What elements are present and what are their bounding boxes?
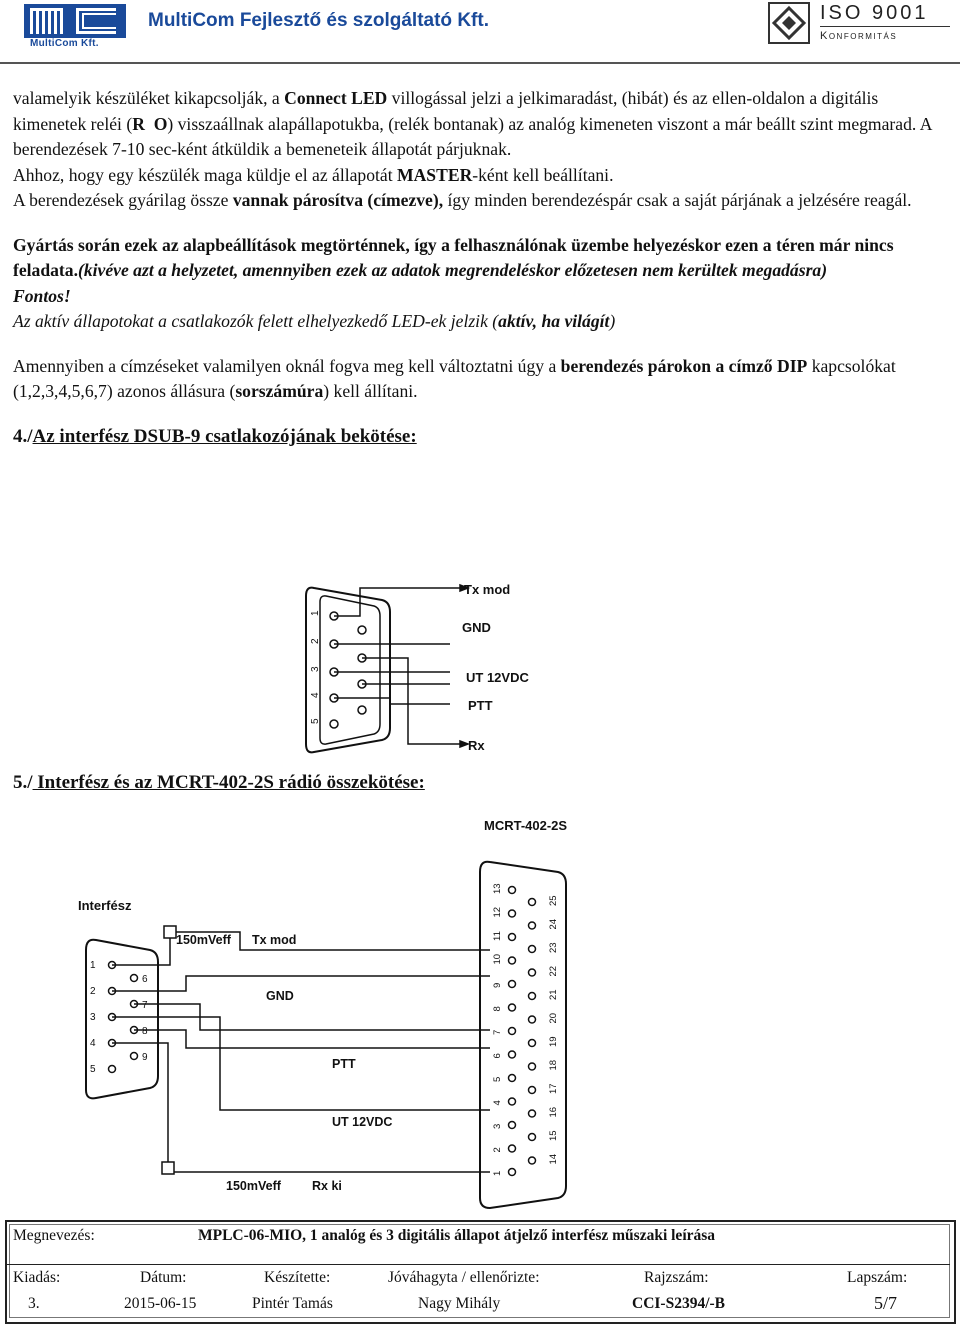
lapszam-label: Lapszám: [847, 1269, 908, 1286]
bold-text: berendezés párokon a címző DIP [560, 355, 808, 376]
veff-label-2: 150mVeff [226, 1179, 281, 1193]
lapszam-value: 5/7 [874, 1293, 898, 1313]
rx-label: Rx [468, 738, 485, 753]
heading-text: Interfész és az MCRT-402-2S rádió összekötése: [32, 772, 425, 793]
paragraph-2 [13, 163, 943, 189]
bold-italic-text: aktív, ha világít [498, 311, 610, 331]
document-body [13, 86, 943, 449]
datum-value: 2015-06-15 [124, 1295, 197, 1312]
interface-title: Interfész [78, 898, 132, 913]
bold-text: sorszámúra [235, 381, 324, 401]
db25-pin [509, 981, 516, 988]
bold-italic-text: Fontos! [13, 285, 71, 306]
page-header [0, 0, 960, 62]
italic-text: Az aktív állapotokat a csatlakozók felett elhelyezkedő LED-ek jelzik ( [13, 311, 499, 331]
ptt-label: PTT [332, 1057, 356, 1071]
section-5 [13, 770, 943, 796]
db25-pin-label: 17 [548, 1083, 559, 1094]
bold-text: R O [132, 113, 168, 134]
dsub9-wiring-diagram [300, 578, 550, 758]
db25-pin [529, 899, 536, 906]
keszitette-label: Készítette: [264, 1269, 331, 1286]
db9-pin-label: 9 [142, 1052, 148, 1063]
db25-pin-label: 12 [492, 906, 503, 918]
pin-label: 4 [310, 692, 321, 698]
text: ) visszaállnak alapállapotukba, (relék bontanak) az analóg kimeneten viszont a már beállt szint megmarad. A berendezések 7-10 sec-ként átküldik a bemeneteik állapotát párjuknak. [13, 113, 932, 159]
section-heading-5 [13, 770, 943, 796]
db25-pin-label: 8 [492, 1006, 503, 1012]
iso-subtitle: Konformitás [820, 30, 898, 42]
text: kapcsolókat (1,2,3,4,5,6,7) azonos állásura ( [13, 355, 896, 401]
bold-text: vannak párosítva (címezve), [232, 190, 444, 210]
header-rule [0, 62, 960, 64]
db25-pin-label: 3 [492, 1123, 503, 1129]
db25-pin-label: 16 [548, 1106, 559, 1118]
bold-text: MASTER [397, 164, 473, 185]
db25-pin-label: 5 [492, 1076, 503, 1082]
db25-pin [529, 1110, 536, 1117]
db25-pin-label: 10 [492, 953, 503, 965]
db25-pin [509, 887, 516, 894]
ut-12vdc-label: UT 12VDC [332, 1115, 393, 1129]
db25-pin-label: 15 [548, 1130, 559, 1141]
paragraph-4 [13, 233, 943, 284]
db25-pin [509, 1028, 516, 1035]
db25-pin-label: 24 [548, 918, 559, 930]
pin-label: 5 [310, 718, 321, 724]
db25-pin [529, 1063, 536, 1070]
text: így minden berendezéspár csak a saját párjának a jelzésére reagál. [443, 190, 912, 210]
tx-mod-label: Tx mod [464, 582, 511, 597]
text: valamelyik készüléket kikapcsolják, a [13, 88, 285, 108]
db25-pin [529, 993, 536, 1000]
megnevezes-label: Megnevezés: [13, 1227, 95, 1244]
db25-pin [529, 1157, 536, 1164]
rajzszam-label: Rajzszám: [644, 1269, 709, 1286]
db25-pin [529, 1040, 536, 1047]
datum-label: Dátum: [140, 1269, 187, 1286]
text: Ahhoz, hogy egy készülék maga küldje el az állapotát [13, 164, 397, 185]
db25-pin [529, 922, 536, 929]
footer-divider [7, 1264, 950, 1265]
logo-subtext: MultiCom Kft. [30, 38, 99, 49]
db9-pin-label: 3 [90, 1012, 96, 1023]
megnevezes-value: MPLC-06-MIO, 1 analóg és 3 digitális állapot átjelző interfész műszaki leírása [198, 1227, 716, 1244]
db25-pin [509, 934, 516, 941]
italic-text: ) [609, 311, 616, 331]
iso-divider [820, 26, 950, 27]
db25-pin-label: 6 [492, 1053, 503, 1059]
rx-ki-label: Rx ki [312, 1179, 342, 1193]
pin-label: 1 [310, 610, 321, 616]
db9-pin-label: 1 [90, 960, 96, 971]
pin-label: 2 [310, 638, 321, 644]
text: ) kell állítani. [323, 381, 418, 401]
text: Amennyiben a címzéseket valamilyen oknál fogva meg kell változtatni úgy a [13, 355, 561, 376]
db25-pin-label: 23 [548, 942, 559, 953]
text: A berendezések gyárilag össze [13, 190, 233, 210]
db9-pin-label: 4 [90, 1038, 96, 1049]
jovahagyta-value: Nagy Mihály [418, 1295, 501, 1312]
db25-pin-label: 21 [548, 989, 559, 1000]
db25-pin-label: 1 [492, 1170, 503, 1176]
veff-label-1: 150mVeff [176, 933, 231, 947]
db25-pin-label: 2 [492, 1147, 503, 1153]
db9-pin-label: 2 [90, 986, 96, 997]
db25-pin [509, 1075, 516, 1082]
db25-pin-label: 20 [548, 1012, 559, 1024]
section-heading-4 [13, 424, 943, 450]
paragraph-5 [13, 284, 943, 310]
ptt-label: PTT [468, 698, 493, 713]
document-footer [0, 1216, 960, 1323]
db9-pin-label: 5 [90, 1064, 96, 1075]
ut-12vdc-label: UT 12VDC [466, 670, 529, 685]
db25-pin-label: 25 [548, 895, 559, 906]
db25-pin [509, 1169, 516, 1176]
db25-pin [509, 1004, 516, 1011]
db9-pin-label: 7 [142, 1000, 148, 1011]
paragraph-3 [13, 188, 943, 214]
iso-title: ISO 9001 [820, 2, 929, 24]
db25-pin-label: 22 [548, 965, 559, 977]
bold-text: Connect LED [284, 88, 388, 108]
company-name: MultiCom Fejlesztő és szolgáltató Kft. [148, 10, 489, 31]
paragraph-6 [13, 309, 943, 335]
db25-pin-label: 7 [492, 1029, 503, 1035]
db9-pin-label: 6 [142, 974, 148, 985]
db25-pin-label: 4 [492, 1100, 503, 1106]
db25-pin-label: 11 [492, 931, 503, 941]
db25-pin [509, 1098, 516, 1105]
paragraph-7 [13, 354, 943, 405]
paragraph-1 [13, 86, 943, 163]
db25-pin [529, 1016, 536, 1023]
rajzszam-value: CCI-S2394/-B [632, 1295, 726, 1312]
db25-pin [509, 910, 516, 917]
db25-pin [529, 946, 536, 953]
kiadas-label: Kiadás: [13, 1269, 61, 1286]
db25-pin [509, 1051, 516, 1058]
db25-pin [529, 1134, 536, 1141]
gnd-label: GND [462, 620, 491, 635]
kiadas-value: 3. [28, 1295, 40, 1312]
heading-number: 4./ [13, 425, 33, 447]
db9-pin-label: 8 [142, 1026, 148, 1037]
radio-title: MCRT-402-2S [484, 818, 568, 833]
db25-pin-label: 14 [548, 1153, 559, 1165]
tx-mod-label: Tx mod [252, 933, 297, 947]
db25-pin [509, 1145, 516, 1152]
text: -ként kell beállítani. [472, 164, 614, 185]
db25-pin-label: 13 [492, 883, 503, 894]
iso-logo-icon [768, 2, 810, 44]
jovahagyta-label: Jóváhagyta / ellenőrizte: [388, 1269, 540, 1286]
db25-pin [509, 1122, 516, 1129]
bold-text: Gyártás során ezek az alapbeállítások megtörténnek, így a felhasználónak üzembe helyezéskor ezen a téren már nincs feladata. [13, 234, 894, 280]
heading-text: Az interfész DSUB-9 csatlakozójának bekötése: [32, 425, 417, 447]
db25-pin-label: 9 [492, 982, 503, 988]
db25-pin [509, 957, 516, 964]
gnd-label: GND [266, 989, 294, 1003]
text: villogással jelzi a jelkimaradást, (hibát) és az ellen-oldalon a digitális kimenetek reléi ( [13, 88, 879, 134]
pin-label: 3 [310, 666, 321, 672]
db25-pin-label: 18 [548, 1059, 559, 1071]
interface-radio-wiring-diagram [60, 810, 620, 1210]
db25-pin [529, 969, 536, 976]
heading-number: 5./ [13, 772, 33, 793]
keszitette-value: Pintér Tamás [252, 1295, 333, 1312]
bold-italic-text: (kivéve azt a helyzetet, amennyiben ezek az adatok megrendeléskor előzetesen nem kerültek megadásra) [78, 260, 828, 280]
db25-pin-label: 19 [548, 1036, 559, 1047]
db25-pin [529, 1087, 536, 1094]
